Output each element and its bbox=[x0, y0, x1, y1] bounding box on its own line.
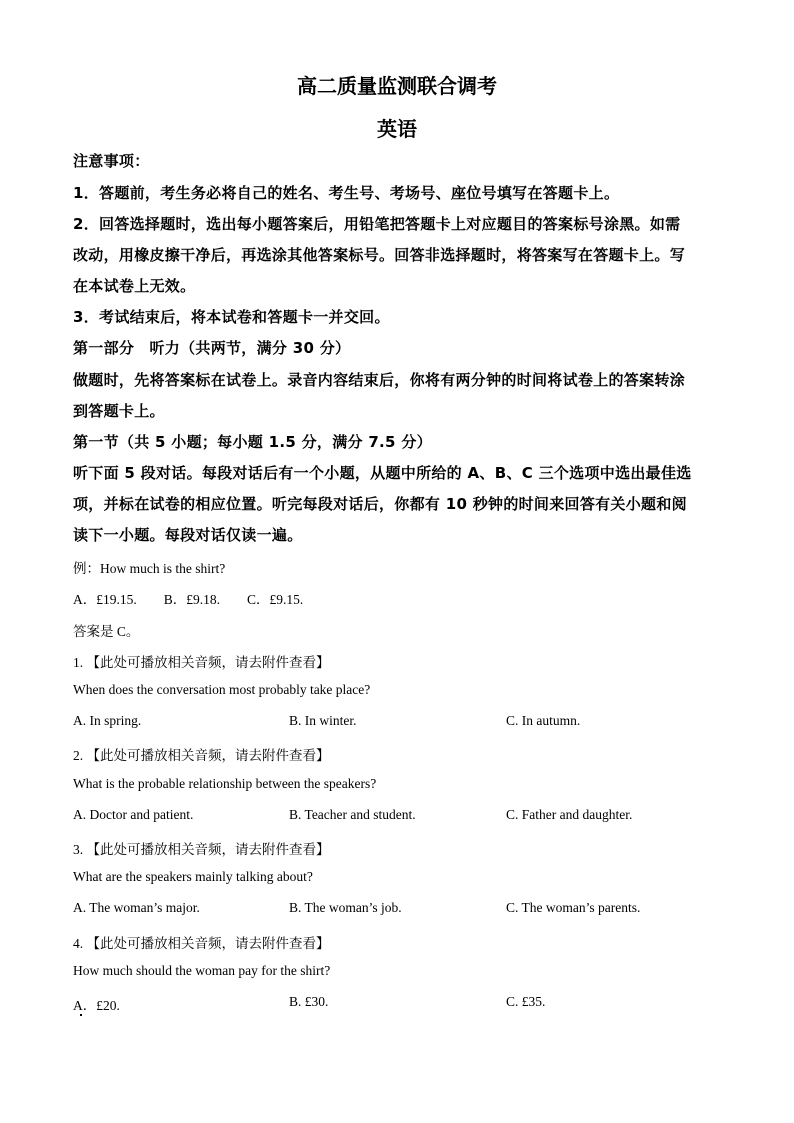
audio-placeholder-4[interactable]: 4. 【此处可播放相关音频，请去附件查看】 bbox=[73, 936, 330, 951]
question-4-option-b: B. £30. bbox=[289, 994, 329, 1009]
part1-heading: 第一部分 听力（共两节，满分 30 分） bbox=[73, 339, 351, 357]
notes-item-3: 3．考试结束后，将本试卷和答题卡一并交回。 bbox=[73, 308, 390, 326]
question-3-option-c: C. The woman’s parents. bbox=[506, 900, 641, 915]
question-2-option-b: B. Teacher and student. bbox=[289, 807, 416, 822]
question-4-option-a: A．£20. bbox=[73, 998, 120, 1013]
notes-item-1: 1．答题前，考生务必将自己的姓名、考生号、考场号、座位号填写在答题卡上。 bbox=[73, 184, 620, 202]
stray-dot-mark bbox=[80, 1014, 82, 1016]
audio-placeholder-2[interactable]: 2. 【此处可播放相关音频，请去附件查看】 bbox=[73, 748, 330, 763]
notes-item-2-line-1: 2．回答选择题时，选出每小题答案后，用铅笔把答题卡上对应题目的答案标号涂黑。如需 bbox=[73, 215, 681, 233]
question-1-option-c: C. In autumn. bbox=[506, 713, 581, 728]
question-2-text: What is the probable relationship between the speakers? bbox=[73, 776, 377, 791]
question-1-option-b: B. In winter. bbox=[289, 713, 357, 728]
section1-instruction-line-2: 项，并标在试卷的相应位置。听完每段对话后，你都有 10 秒钟的时间来回答有关小题和阅 bbox=[73, 495, 687, 513]
notes-item-2-line-3: 在本试卷上无效。 bbox=[73, 277, 196, 295]
question-2-option-a: A. Doctor and patient. bbox=[73, 807, 194, 822]
audio-placeholder-1[interactable]: 1. 【此处可播放相关音频，请去附件查看】 bbox=[73, 655, 330, 670]
subject-title: 英语 bbox=[377, 117, 417, 141]
section1-instruction-line-3: 读下一小题。每段对话仅读一遍。 bbox=[73, 526, 303, 544]
part1-instruction-line-2: 到答题卡上。 bbox=[73, 402, 165, 420]
notes-item-2-line-2: 改动，用橡皮擦干净后，再选涂其他答案标号。回答非选择题时，将答案写在答题卡上。写 bbox=[73, 246, 686, 264]
question-1-option-a: A. In spring. bbox=[73, 713, 142, 728]
example-answer: 答案是 C。 bbox=[73, 624, 140, 639]
question-3-option-b: B. The woman’s job. bbox=[289, 900, 402, 915]
section1-instruction-line-1: 听下面 5 段对话。每段对话后有一个小题，从题中所给的 A、B、C 三个选项中选出最佳选 bbox=[73, 464, 692, 482]
question-1-text: When does the conversation most probably take place? bbox=[73, 682, 371, 697]
example-options: A．£19.15. B．£9.18. C．£9.15. bbox=[73, 592, 304, 607]
audio-placeholder-3[interactable]: 3. 【此处可播放相关音频，请去附件查看】 bbox=[73, 842, 330, 857]
notes-heading: 注意事项： bbox=[73, 152, 150, 170]
example-question: 例：How much is the shirt? bbox=[73, 561, 226, 576]
question-2-option-c: C. Father and daughter. bbox=[506, 807, 633, 822]
question-3-option-a: A. The woman’s major. bbox=[73, 900, 200, 915]
part1-instruction-line-1: 做题时，先将答案标在试卷上。录音内容结束后，你将有两分钟的时间将试卷上的答案转涂 bbox=[73, 371, 686, 389]
question-4-text: How much should the woman pay for the shirt? bbox=[73, 963, 331, 978]
question-4-option-c: C. £35. bbox=[506, 994, 546, 1009]
question-3-text: What are the speakers mainly talking about? bbox=[73, 869, 313, 884]
exam-title: 高二质量监测联合调考 bbox=[297, 74, 497, 98]
section1-heading: 第一节（共 5 小题；每小题 1.5 分，满分 7.5 分） bbox=[73, 433, 432, 451]
